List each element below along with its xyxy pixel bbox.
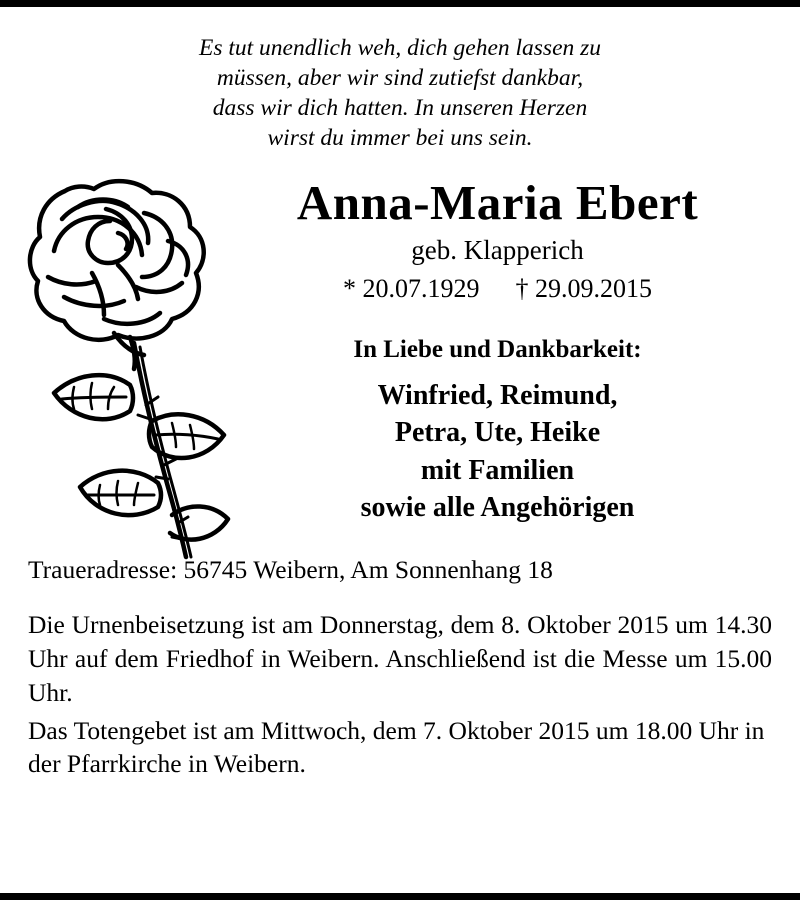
deceased-name: Anna-Maria Ebert	[296, 175, 699, 231]
rose-icon	[18, 147, 233, 567]
memorial-verse	[0, 7, 800, 153]
life-dates	[215, 273, 780, 304]
verse-line-3: dass wir dich hatten. In unseren Herzen	[212, 95, 588, 122]
verse-line-1: Es tut unendlich weh, dich gehen lassen zu	[198, 35, 602, 61]
mourning-address: Traueradresse: 56745 Weibern, Am Sonnenhang 18	[28, 554, 553, 584]
death-date: † 29.09.2015	[515, 273, 652, 303]
verse-line-4: wirst du immer bei uns sein.	[267, 125, 533, 152]
maiden-name: geb. Klapperich	[411, 235, 584, 266]
family-name-line-3: mit Familien	[420, 454, 575, 486]
burial-details: Die Urnenbeisetzung ist am Donnerstag, dem 8. Oktober 2015 um 14.30 Uhr auf dem Friedhof in Weibern. Anschließend ist die Messe um 15.00 Uhr.	[28, 609, 772, 707]
family-name-line-4: sowie alle Angehörigen	[360, 491, 635, 523]
family-name-line-2: Petra, Ute, Heike	[394, 417, 601, 449]
family-names	[215, 377, 780, 526]
family-name-line-1: Winfried, Reimund,	[377, 380, 618, 412]
service-details	[0, 586, 800, 782]
family-intro: In Liebe und Dankbarkeit:	[353, 335, 642, 363]
birth-date: * 20.07.1929	[343, 273, 480, 303]
prayer-details: Das Totengebet ist am Mittwoch, dem 7. Oktober 2015 um 18.00 Uhr in der Pfarrkirche in Weibern.	[28, 715, 765, 779]
verse-line-2: müssen, aber wir sind zutiefst dankbar,	[216, 65, 584, 92]
